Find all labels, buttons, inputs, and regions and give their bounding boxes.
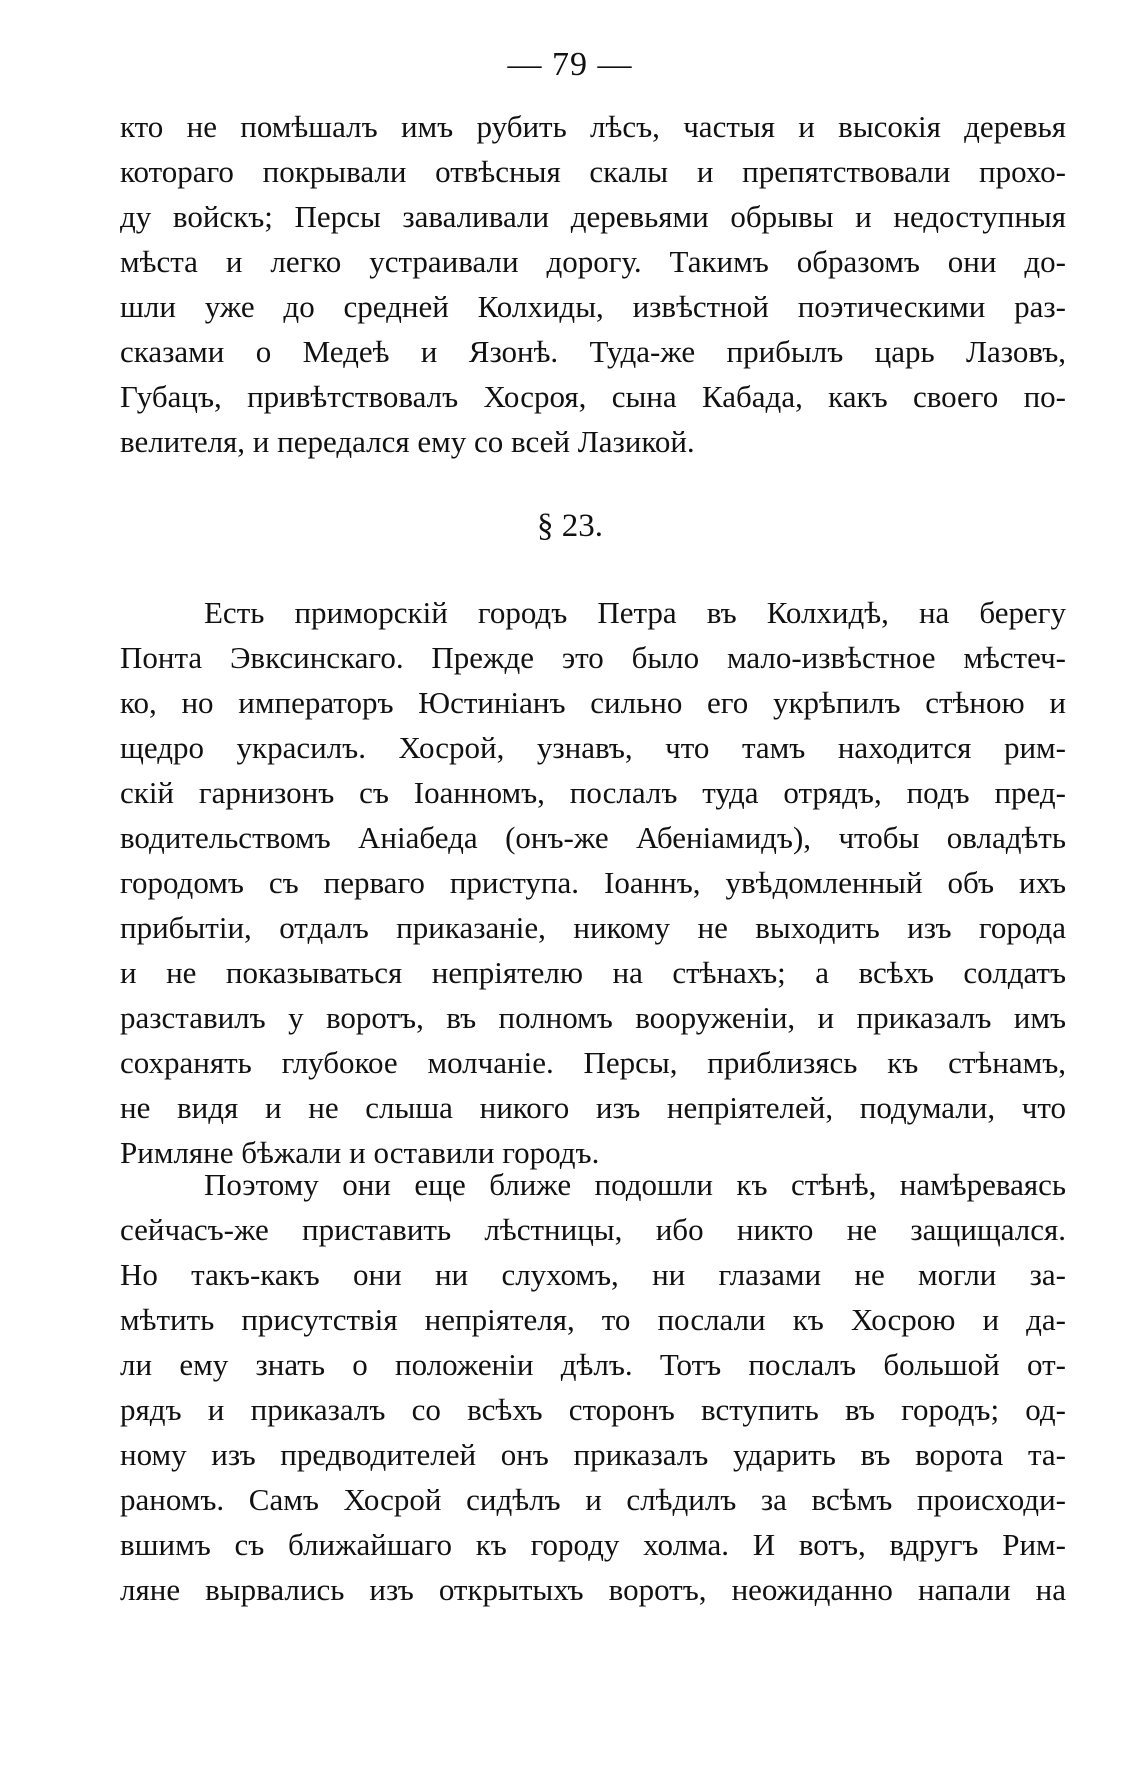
paragraph-1 <box>120 104 1066 464</box>
text-line: городомъ съ перваго приступа. Іоаннъ, увѣдомленный объ ихъ <box>120 865 1066 900</box>
paragraph-3 <box>120 1162 1066 1612</box>
text-line: щедро украсилъ. Хосрой, узнавъ, что тамъ находится рим- <box>120 730 1066 765</box>
text-line: кто не помѣшалъ имъ рубить лѣсъ, частыя и высокія деревья <box>120 109 1066 144</box>
text-line: Римляне бѣжали и оставили городъ. <box>120 1135 600 1170</box>
text-line: ду войскъ; Персы заваливали деревьями обрывы и недоступныя <box>120 199 1066 234</box>
text-line: скій гарнизонъ съ Іоанномъ, послалъ туда отрядъ, подъ пред- <box>120 775 1066 810</box>
text-line: рядъ и приказалъ со всѣхъ сторонъ вступить въ городъ; од- <box>120 1392 1066 1427</box>
text-line: раномъ. Самъ Хосрой сидѣлъ и слѣдилъ за всѣмъ происходи- <box>120 1482 1066 1517</box>
text-line: сейчасъ-же приставить лѣстницы, ибо никто не защищался. <box>120 1212 1066 1247</box>
text-line: котораго покрывали отвѣсныя скалы и препятствовали прохо- <box>120 154 1066 189</box>
text-line: Понта Эвксинскаго. Прежде это было мало-извѣстное мѣстеч- <box>120 640 1066 675</box>
text-line: сохранять глубокое молчаніе. Персы, приблизясь къ стѣнамъ, <box>120 1045 1066 1080</box>
section-heading: § 23. <box>537 508 603 544</box>
page-number: — 79 — <box>507 46 633 83</box>
text-line: мѣста и легко устраивали дорогу. Такимъ образомъ они до- <box>120 244 1066 279</box>
text-line: Губацъ, привѣтствовалъ Хосроя, сына Кабада, какъ своего по- <box>120 379 1066 414</box>
text-line: вшимъ съ ближайшаго къ городу холма. И вотъ, вдругъ Рим- <box>120 1527 1066 1562</box>
paragraph-2 <box>120 590 1066 1175</box>
text-line: не видя и не слыша никого изъ непріятелей, подумали, что <box>120 1090 1066 1125</box>
text-line: шли уже до средней Колхиды, извѣстной поэтическими раз- <box>120 289 1066 324</box>
text-line: прибытіи, отдалъ приказаніе, никому не выходить изъ города <box>120 910 1066 945</box>
text-line: и не показываться непріятелю на стѣнахъ; а всѣхъ солдатъ <box>120 955 1066 990</box>
text-line: Есть приморскій городъ Петра въ Колхидѣ, на берегу <box>204 595 1066 630</box>
text-line: разставилъ у воротъ, въ полномъ вооруженіи, и приказалъ имъ <box>120 1000 1066 1035</box>
text-line: ли ему знать о положеніи дѣлъ. Тотъ послалъ большой от- <box>120 1347 1066 1382</box>
text-line: водительствомъ Аніабеда (онъ-же Абеніамидъ), чтобы овладѣть <box>120 820 1066 855</box>
text-line: ляне вырвались изъ открытыхъ воротъ, неожиданно напали на <box>120 1572 1066 1607</box>
text-line: ко, но императоръ Юстиніанъ сильно его укрѣпилъ стѣною и <box>120 685 1066 720</box>
text-line: ному изъ предводителей онъ приказалъ ударить въ ворота та- <box>120 1437 1066 1472</box>
text-line: Но такъ-какъ они ни слухомъ, ни глазами не могли за- <box>120 1257 1066 1292</box>
text-line: велителя, и передался ему со всей Лазикой. <box>120 424 695 459</box>
text-line: Поэтому они еще ближе подошли къ стѣнѣ, намѣреваясь <box>204 1167 1066 1202</box>
text-line: мѣтить присутствія непріятеля, то послали къ Хосрою и да- <box>120 1302 1066 1337</box>
text-line: сказами о Медеѣ и Язонѣ. Туда-же прибылъ царь Лазовъ, <box>120 334 1066 369</box>
